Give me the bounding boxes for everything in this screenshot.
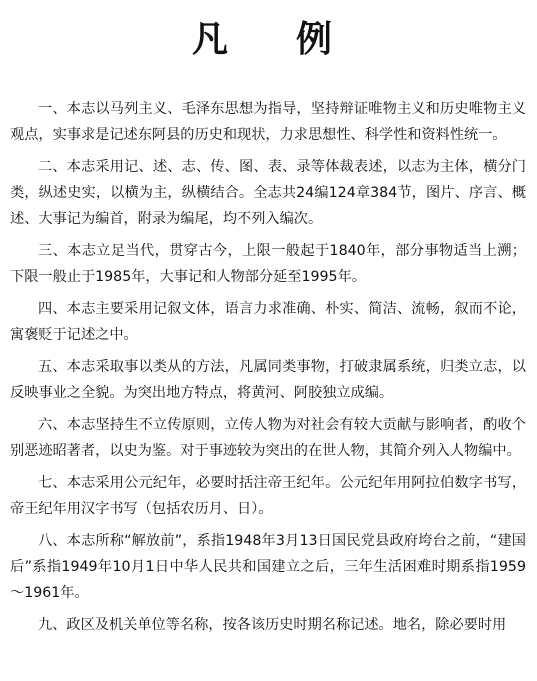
paragraph-7: 七、本志采用公元纪年，必要时括注帝王纪年。公元纪年用阿拉伯数字书写，帝王纪年用汉字书写（包括农历月、日）。 <box>10 475 526 517</box>
paragraph-9: 九、政区及机关单位等名称，按各该历史时期名称记述。地名，除必要时用 <box>38 617 507 633</box>
paragraph-4: 四、本志主要采用记叙文体，语言力求准确、朴实、简洁、流畅，叙而不论，寓褒贬于记述之中。 <box>10 301 526 343</box>
document-body <box>10 96 526 638</box>
paragraph-1: 一、本志以马列主义、毛泽东思想为指导，坚持辩证唯物主义和历史唯物主义观点，实事求是记述东阿县的历史和现状，力求思想性、科学性和资料性统一。 <box>10 101 526 143</box>
paragraph-2: 二、本志采用记、述、志、传、图、表、录等体裁表述，以志为主体，横分门类，纵述史实，以横为主，纵横结合。全志共24编124章384节，图片、序言、概述、大事记为编首，附录为编尾，均不列入编次。 <box>10 159 526 227</box>
paragraph-5: 五、本志采取事以类从的方法，凡属同类事物，打破隶属系统，归类立志，以反映事业之全貌。为突出地方特点，将黄河、阿胶独立成编。 <box>10 359 526 401</box>
title-char-2: 例 <box>296 19 333 60</box>
paragraph-8: 八、本志所称“解放前”，系指1948年3月13日国民党县政府垮台之前，“建国后”系指1949年10月1日中华人民共和国建立之后，三年生活困难时期系指1959～1961年。 <box>10 533 526 601</box>
paragraph-6: 六、本志坚持生不立传原则，立传人物为对社会有较大贡献与影响者，酌收个别恶迹昭著者，以史为鉴。对于事迹较为突出的在世人物，其简介列入人物编中。 <box>10 417 526 459</box>
title-char-1: 凡 <box>192 19 229 60</box>
paragraph-3: 三、本志立足当代，贯穿古今，上限一般起于1840年，部分事物适当上溯；下限一般止于1985年，大事记和人物部分延至1995年。 <box>10 243 526 285</box>
